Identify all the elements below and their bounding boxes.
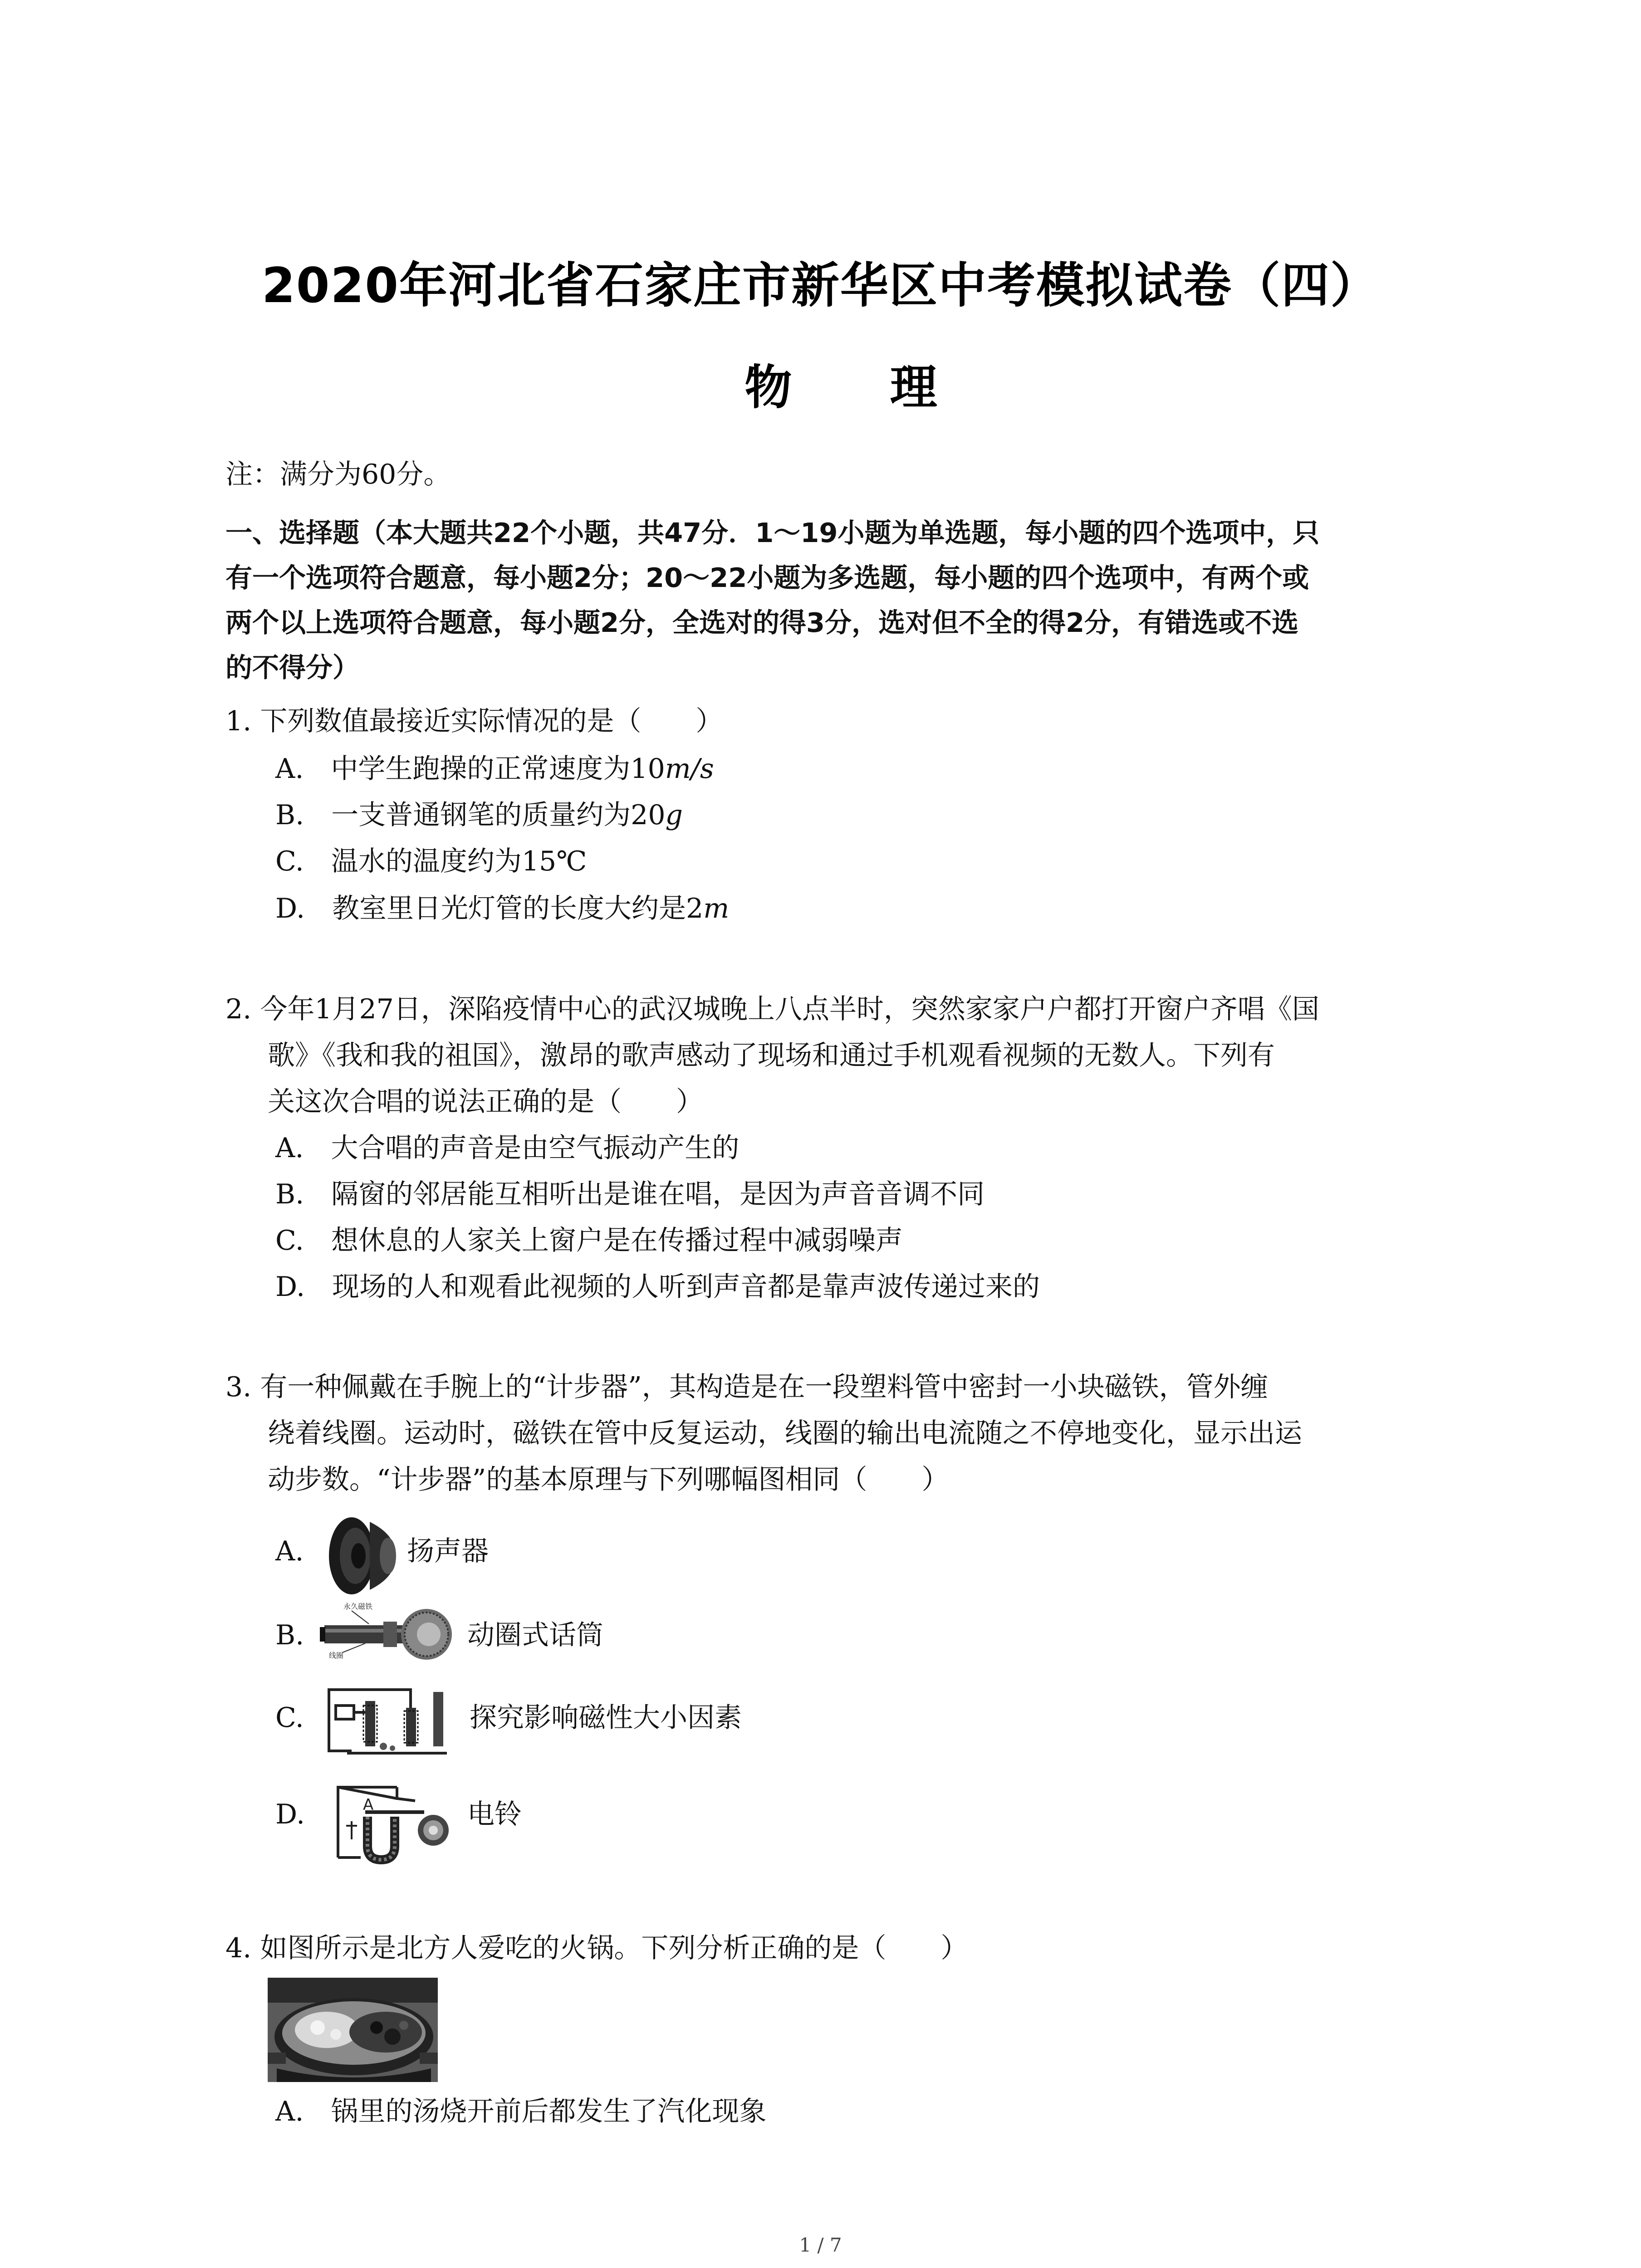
option-d: D. 现场的人和观看此视频的人听到声音都是靠声波传递过来的 [275, 1271, 1040, 1303]
question-stem: 歌》《我和我的祖国》，激昂的歌声感动了现场和通过手机观看视频的无数人。下列有 [268, 1040, 1275, 1071]
section-line: 有一个选项符合题意，每小题2分；20～22小题为多选题，每小题的四个选项中，有两个或 [225, 562, 1309, 593]
option-b: B. 一支普通钢笔的质量约为20g [275, 799, 683, 831]
microphone-label-coil: 线圈 [329, 1651, 344, 1660]
question-stem: 绕着线圈。运动时，磁铁在管中反复运动，线圈的输出电流随之不停地变化，显示出运 [268, 1418, 1302, 1449]
loudspeaker-figure [320, 1504, 402, 1599]
hotpot-photo [268, 1978, 438, 2082]
option-c-letter: C. [275, 1702, 304, 1734]
question-stem: 1. 下列数值最接近实际情况的是（ ） [225, 705, 723, 737]
option-d-label: 电铃 [467, 1799, 522, 1830]
option-b-label: 动圈式话筒 [467, 1619, 603, 1651]
question-stem: 动步数。“计步器”的基本原理与下列哪幅图相同（ ） [268, 1464, 949, 1496]
question-stem: 3. 有一种佩戴在手腕上的“计步器”，其构造是在一段塑料管中密封一小块磁铁，管外缠 [225, 1371, 1268, 1403]
section-line: 两个以上选项符合题意，每小题2分，全选对的得3分，选对但不全的得2分，有错选或不选 [225, 607, 1299, 638]
microphone-label-magnet: 永久磁铁 [343, 1602, 373, 1611]
page-number: 1 / 7 [799, 2234, 842, 2256]
note-text: 注：满分为60分。 [225, 459, 451, 490]
option-b-letter: B. [275, 1619, 304, 1651]
option-a-letter: A. [275, 1535, 304, 1567]
option-a: A. 大合唱的声音是由空气振动产生的 [275, 1132, 740, 1164]
option-c: C. 想休息的人家关上窗户是在传播过程中减弱噪声 [275, 1225, 903, 1256]
microphone-figure [315, 1599, 465, 1667]
svg-text:A: A [363, 1796, 374, 1814]
option-b: B. 隔窗的邻居能互相听出是谁在唱，是因为声音音调不同 [275, 1178, 985, 1210]
option-c: C. 温水的温度约为15℃ [275, 846, 587, 877]
option-d-letter: D. [275, 1799, 305, 1830]
electric-bell-figure [324, 1767, 460, 1864]
question-stem: 关这次合唱的说法正确的是（ ） [268, 1086, 703, 1118]
question-stem: 4. 如图所示是北方人爱吃的火锅。下列分析正确的是（ ） [225, 1932, 968, 1964]
subject-title: 物 理 [745, 360, 978, 415]
option-c-label: 探究影响磁性大小因素 [470, 1702, 742, 1734]
electromagnet-experiment-figure [320, 1674, 456, 1755]
section-line: 一、选择题（本大题共22个小题，共47分．1～19小题为单选题，每小题的四个选项中，只 [225, 517, 1320, 548]
option-a-label: 扬声器 [407, 1535, 489, 1567]
exam-title: 2020年河北省石家庄市新华区中考模拟试卷（四） [261, 258, 1380, 313]
question-stem: 2. 今年1月27日，深陷疫情中心的武汉城晚上八点半时，突然家家户户都打开窗户齐唱《国 [225, 993, 1319, 1025]
option-a: A. 中学生跑操的正常速度为10m/s [275, 753, 714, 785]
section-line: 的不得分） [225, 652, 360, 683]
option-d: D. 教室里日光灯管的长度大约是2m [275, 893, 730, 924]
option-a: A. 锅里的汤烧开前后都发生了汽化现象 [275, 2096, 767, 2127]
